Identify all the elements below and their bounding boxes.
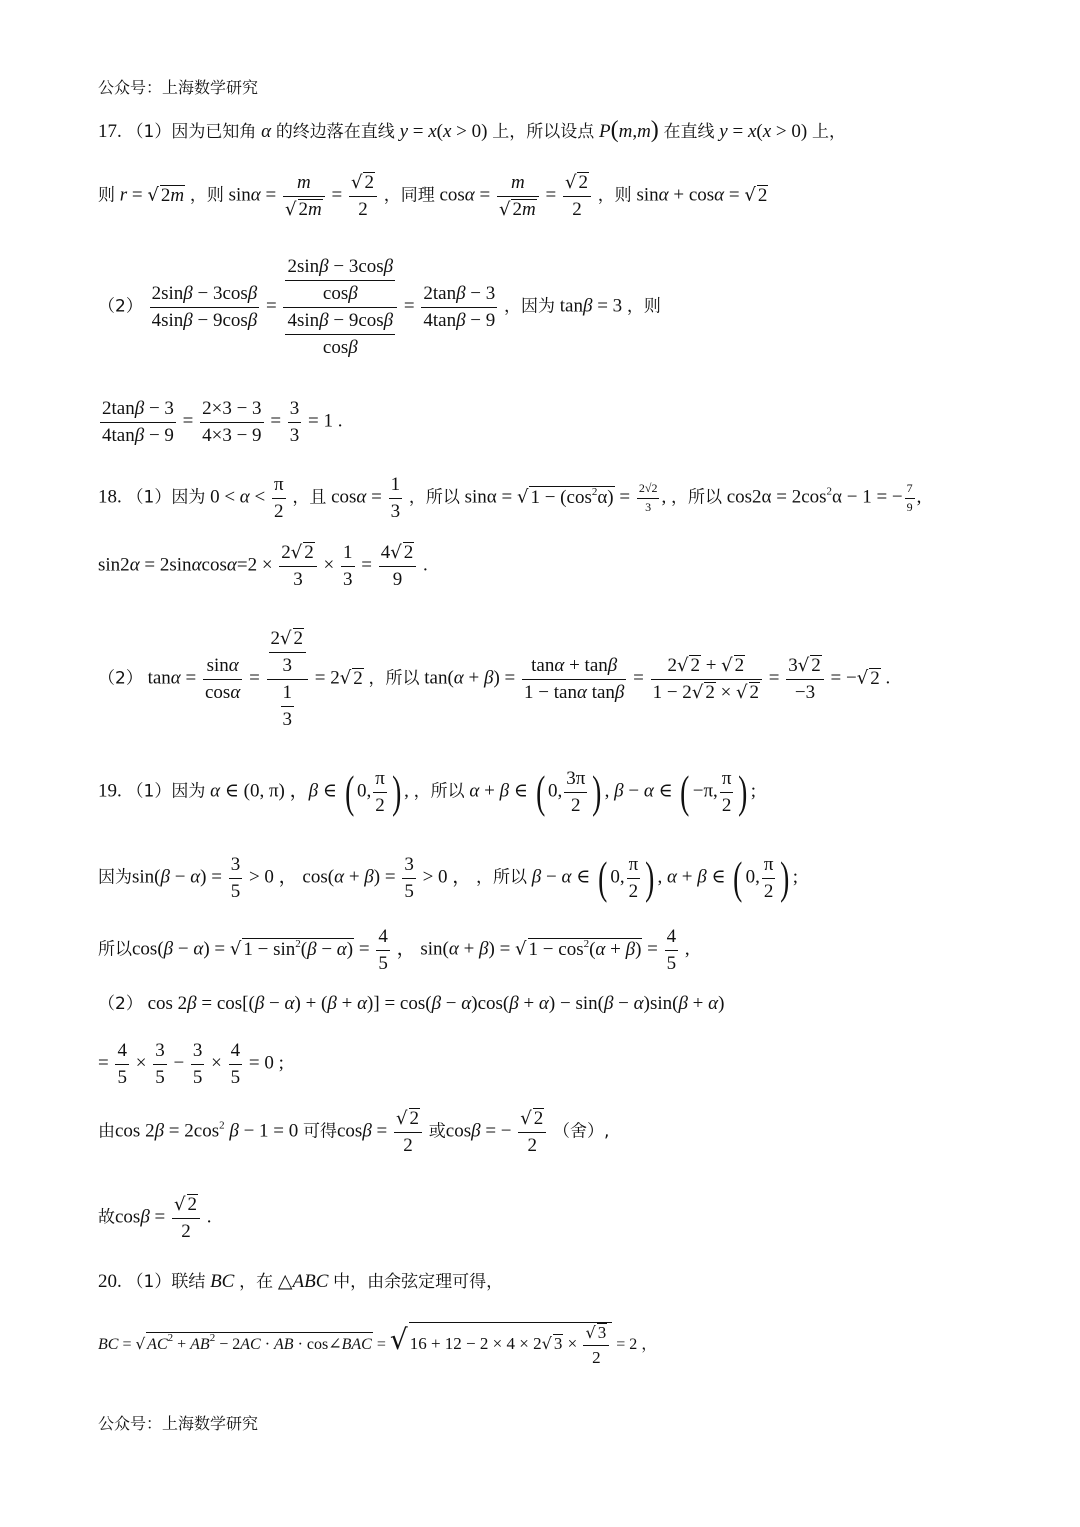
- problem-number: 20.: [98, 1271, 122, 1292]
- problem-19-line-1: 19. （1）因为 α ∈ (0, π) ，β ∈ ( 0, $\frac{\pi}{2}$ ) , ，所以 α + β ∈ ( 0, $\frac{3\pi}{2}$ ) , β − α ∈ ( −π, $\frac{\pi}{2}$ ) ;: [98, 766, 757, 818]
- problem-18-line-1: 18. （1）因为 0 < α < $\frac{\pi}{2}$ ，且 cosα = $\frac{1}{3}$ ，所以 sinα = √ $1 - (\cos^2\alpha)$ = $\frac{2√2}{3}$ , ，所以 $\cos 2\alpha = 2\cos^2\alpha - 1$ = − $\frac{7}{9}$ ,: [98, 474, 922, 522]
- problem-19-conclusion: 故cosβ = $\frac{√ 2}{2}$ .: [98, 1194, 212, 1242]
- problem-17-line-1: 17. （1）因为已知角 α 的终边落在直线 y = x(x > 0) 上，所以设点 P(m,m) 在直线 y = x(x > 0) 上，: [98, 117, 846, 143]
- problem-20-line-2: BC = √ $AC^2 + AB^2 - 2AC$ · AB · cos∠BAC = √ 16 + 12 − 2 × 4 × 2√ 3 × $\frac{√ 3}{2}$ = 2 ，: [98, 1322, 658, 1367]
- problem-17-result: $\frac{2\tan\beta - 3}{4\tan\beta - 9}$ = $\frac{2\times 3 - 3}{4\times 3 - 9}$ = $\frac{3}{3}$ = 1 .: [102, 398, 343, 446]
- page-footer: 公众号：上海数学研究: [98, 1414, 259, 1433]
- problem-18-part-2: （2） tanα = $\frac{\sin\alpha}{\cos\alpha}$ = $\frac{\frac{2√ 2}{3}}{\frac{1}{3}}$ = 2√ 2 ，所以 tan(α + β) = $\frac{\tan\alpha + \tan\beta}{\text{1 − tanα tanβ}}$ = $\frac{2√ 2 + √ 2}{1 - 2√ 2 \times √ 2}$ = $\frac{3√ 2}{-3}$ = −√ 2 .: [98, 628, 891, 730]
- problem-17-line-2: 则 r = √ 2m ，则 sinα = $\frac{m}{√ 2m}$ = $\frac{√ 2}{2}$ ，同理 cosα = $\frac{m}{√ 2m}$ = $\frac{√ 2}{2}$ ，则 sinα + cosα = √ 2: [98, 172, 768, 220]
- problem-19-part-2-line-2: = $\frac{4}{5}$ × $\frac{3}{5}$ − $\frac{3}{5}$ × $\frac{4}{5}$ = 0 ;: [98, 1040, 284, 1088]
- problem-19-part-2-line-3: 由$\cos 2\beta = 2\cos^2$ β − 1 = 0 可得cosβ = $\frac{√ 2}{2}$ 或cosβ = − $\frac{√ 2}{2}$ （舍）,: [98, 1108, 610, 1156]
- problem-19-line-3: 所以cos(β − α) = √ $1 - \sin^2(\beta - \alpha)$ = $\frac{4}{5}$ ， sin(α + β) = √ $1 - \cos^2(\alpha + \beta)$ = $\frac{4}{5}$ ,: [98, 926, 690, 974]
- problem-number: 17.: [98, 121, 122, 142]
- problem-number: 18.: [98, 486, 122, 508]
- problem-19-line-2: 因为sin(β − α) = $\frac{3}{5}$ > 0 ， cos(α + β) = $\frac{3}{5}$ > 0 ， ，所以 β − α ∈ ( 0, $\frac{\pi}{2}$ ) , α + β ∈ ( 0, $\frac{\pi}{2}$ ) ;: [98, 852, 799, 904]
- problem-20-line-1: 20. （1）联结 BC ，在 △ABC 中，由余弦定理可得，: [98, 1271, 504, 1292]
- page-header: 公众号：上海数学研究: [98, 78, 259, 97]
- problem-17-part-2: （2） $\frac{2\sin\beta - 3\cos\beta}{4\sin\beta - 9\cos\beta}$ = $\frac{\frac{2\sin\beta - 3\cos\beta}{\cos\beta}}{\frac{4\sin\beta - 9\cos\beta}{\cos\beta}}$ = $\frac{2\tan\beta - 3}{4\tan\beta - 9}$ ，因为 tanβ = 3 ，则: [98, 256, 661, 358]
- problem-19-part-2: （2） cos 2β = cos[(β − α) + (β + α)] = cos(β − α)cos(β + α) − sin(β − α)sin(β + α): [98, 993, 725, 1014]
- problem-number: 19.: [98, 780, 122, 802]
- problem-18-line-2: sin2α = 2sinαcosα=2 × $\frac{2√ 2}{3}$ × $\frac{1}{3}$ = $\frac{4√ 2}{9}$ .: [98, 542, 428, 590]
